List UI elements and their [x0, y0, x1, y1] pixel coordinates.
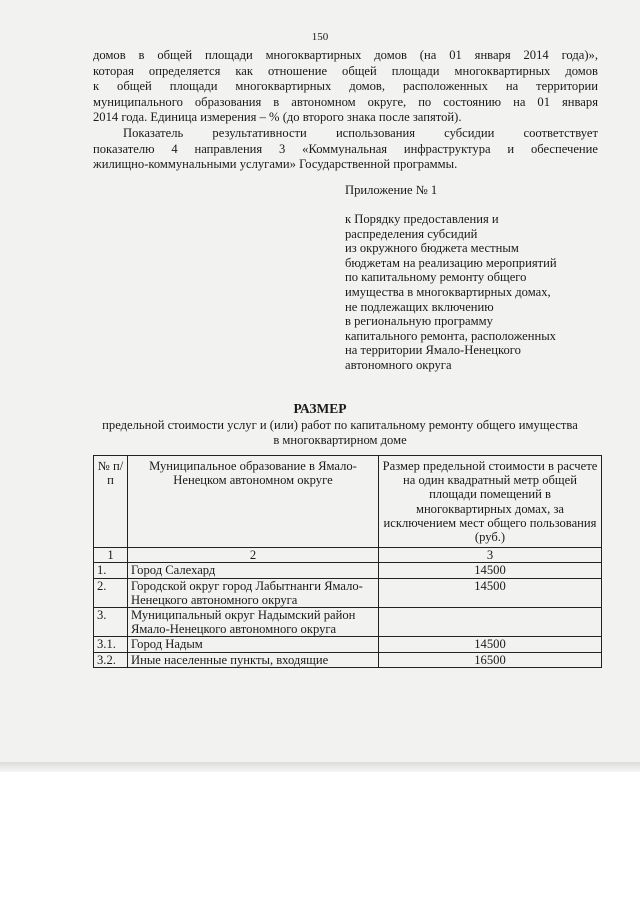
- text-line: Показатель результативности использования субсидии соответствует: [123, 126, 598, 140]
- table-row: [94, 652, 602, 667]
- header-municipality: Муниципальное образование в Ямало-Ненецком автономном округе: [128, 456, 379, 548]
- row-municipality: Городской округ город Лабытнанги Ямало-Ненецкого автономного округа: [128, 578, 379, 607]
- appendix-line: на территории Ямало-Ненецкого: [345, 343, 521, 358]
- page-bottom-edge: [0, 762, 640, 772]
- column-number: 3: [379, 548, 602, 563]
- appendix-line: из окружного бюджета местным: [345, 241, 519, 256]
- row-price: [379, 608, 602, 637]
- text-line: 2014 года. Единица измерения – % (до второго знака после запятой).: [93, 110, 462, 125]
- text-line: которая определяется как отношение общей площади многоквартирных домов: [93, 63, 598, 78]
- appendix-line: к Порядку предоставления и: [345, 212, 499, 226]
- price-limit-table: [93, 455, 602, 668]
- appendix-line: по капитальному ремонту общего: [345, 270, 527, 285]
- row-num: 3.1.: [94, 637, 128, 652]
- document-subtitle: предельной стоимости услуг и (или) работ по капитальному ремонту общего имущества в многоквартирном доме: [102, 418, 578, 447]
- column-number: 1: [94, 548, 128, 563]
- row-price: 14500: [379, 563, 602, 578]
- header-num: № п/п: [94, 456, 128, 548]
- column-number-row: [94, 548, 602, 563]
- appendix-line: не подлежащих включению: [345, 299, 494, 314]
- row-municipality: Иные населенные пункты, входящие: [128, 652, 379, 667]
- table-row: [94, 563, 602, 578]
- row-num: 2.: [94, 578, 128, 607]
- paragraph-indicator-correspondence: [93, 126, 598, 173]
- appendix-reference: [345, 212, 605, 373]
- appendix-line: бюджетам на реализацию мероприятий: [345, 255, 557, 270]
- appendix-line: в региональную программу: [345, 314, 493, 329]
- paragraph-indicator-definition: [93, 48, 598, 126]
- column-number: 2: [128, 548, 379, 563]
- appendix-line: капитального ремонта, расположенных: [345, 328, 556, 343]
- row-municipality: Муниципальный округ Надымский район Ямало-Ненецкого автономного округа: [128, 608, 379, 637]
- row-price: 14500: [379, 637, 602, 652]
- text-line: показателю 4 направления 3 «Коммунальная инфраструктура и обеспечение: [93, 141, 598, 156]
- row-num: 3.2.: [94, 652, 128, 667]
- appendix-line: имущества в многоквартирных домах,: [345, 284, 551, 299]
- appendix-line: автономного округа: [345, 357, 452, 372]
- document-title: РАЗМЕР: [293, 401, 347, 416]
- text-line: домов в общей площади многоквартирных домов (на 01 января 2014 года)»,: [93, 48, 598, 62]
- table-row: [94, 608, 602, 637]
- table-row: [94, 637, 602, 652]
- text-line: жилищно-коммунальными услугами» Государственной программы.: [93, 157, 458, 172]
- table-header-row: [94, 456, 602, 548]
- appendix-title: Приложение № 1: [345, 183, 438, 197]
- row-price: 16500: [379, 652, 602, 667]
- row-municipality: Город Салехард: [128, 563, 379, 578]
- row-num: 3.: [94, 608, 128, 637]
- header-price: Размер предельной стоимости в расчете на один квадратный метр общей площади помещений в многоквартирных домах, за исключением мест общего пользования (руб.): [379, 456, 602, 548]
- row-price: 14500: [379, 578, 602, 607]
- table-row: [94, 578, 602, 607]
- text-line: к общей площади многоквартирных домов, расположенных на территории: [93, 79, 598, 94]
- appendix-line: распределения субсидий: [345, 226, 478, 241]
- row-municipality: Город Надым: [128, 637, 379, 652]
- row-num: 1.: [94, 563, 128, 578]
- page-number: 150: [311, 31, 329, 43]
- text-line: муниципального образования в автономном округе, по состоянию на 01 января: [93, 94, 598, 109]
